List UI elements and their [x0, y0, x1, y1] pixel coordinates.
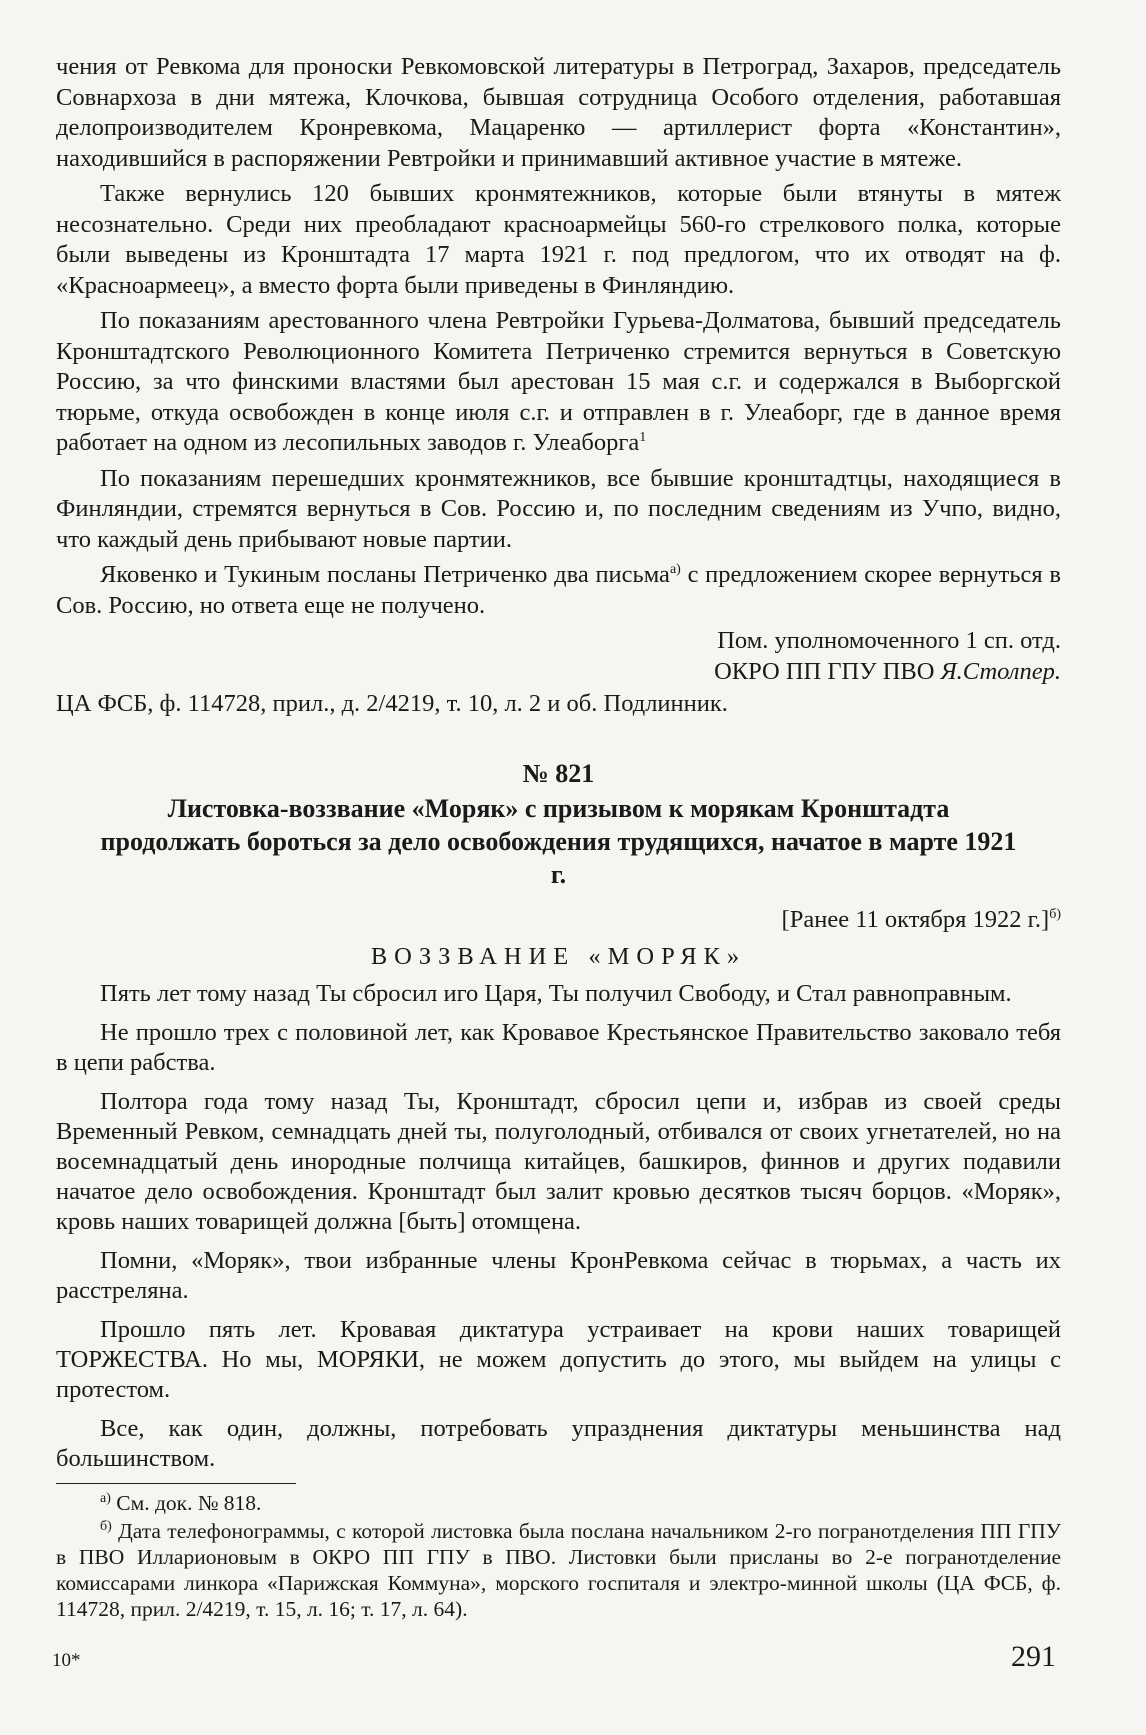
- page-number: 291: [1011, 1640, 1056, 1673]
- appeal-paragraph-5: Прошло пять лет. Кровавая диктатура устраивает на крови наших товарищей ТОРЖЕСТВА. Но мы, МОРЯКИ, не можем допустить до этого, мы выйдем на улицы с протестом.: [56, 1315, 1061, 1403]
- signature-org: ОКРО ПП ГПУ ПВО: [714, 657, 935, 685]
- appeal-paragraph-3: Полтора года тому назад Ты, Кронштадт, сбросил цепи и, избрав из своей среды Временный Ревком, семнадцать дней ты, полуголодный, отбивался от своих угнетателей, но на восемнадцатый день инородные полчища китайцев, башкиров, финнов и других подавили начатое дело освобождения. Кронштадт был залит кровью десятков тысяч борцов. «Моряк», кровь наших товарищей должна [быть] отомщена.: [56, 1087, 1061, 1235]
- footnote-a-text: См. док. № 818.: [110, 1490, 262, 1515]
- signature-block: [56, 626, 1061, 687]
- paragraph-5-text-b: с предложением скорее вернуться в Сов. Россию, но ответа еще не получено.: [56, 561, 1061, 619]
- paragraph-5-text-a: Яковенко и Тукиным посланы Петриченко два письма: [100, 561, 670, 588]
- document-date: [56, 905, 1061, 935]
- printer-signature-mark: 10*: [52, 1650, 81, 1671]
- footnote-b-text: Дата телефонограммы, с которой листовка была послана начальником 2-го погранотделения ПП ГПУ в ПВО Илларионовым в ОКРО ПП ГПУ в ПВО. Листовки были присланы во 2-е погранотделение комиссарами линкора «Парижская Коммуна», морского госпиталя и электро-минной школы (ЦА ФСБ, ф. 114728, прил. 2/4219, т. 15, л. 16; т. 17, л. 64).: [56, 1518, 1061, 1621]
- footnote-ref-b: б): [1049, 906, 1061, 922]
- paragraph-5: [56, 560, 1061, 621]
- archive-source: ЦА ФСБ, ф. 114728, прил., д. 2/4219, т. 10, л. 2 и об. Подлинник.: [56, 690, 728, 717]
- document-number: № 821: [522, 758, 595, 788]
- appeal-paragraph-1: Пять лет тому назад Ты сбросил иго Царя, Ты получил Свободу, и Стал равноправным.: [100, 979, 1012, 1007]
- footnote-b-mark: б): [100, 1518, 112, 1534]
- document-title: Листовка-воззвание «Моряк» с призывом к морякам Кронштадта продолжать бороться за дело освобождения трудящихся, начатое в марте 1921 г.: [100, 793, 1017, 889]
- signature-line-1: Пом. уполномоченного 1 сп. отд.: [717, 627, 1061, 654]
- page-body: [56, 52, 1061, 1624]
- paragraph-1: чения от Ревкома для проноски Ревкомовской литературы в Петроград, Захаров, председатель Совнархоза в дни мятежа, Клочкова, бывшая сотрудница Особого отделения, работавшая делопроизводителем Кронревкома, Мацаренко — артиллерист форта «Константин», находившийся в распоряжении Ревтройки и принимавший активное участие в мятеже.: [56, 53, 1061, 172]
- footnote-a: [56, 1490, 1061, 1516]
- signature-line-2: [56, 657, 1061, 688]
- document-date-text: [Ранее 11 октября 1922 г.]: [781, 905, 1050, 933]
- footnote-ref-1: 1: [639, 429, 647, 445]
- appeal-paragraph-6: Все, как один, должны, потребовать упразднения диктатуры меньшинства над большинством.: [56, 1414, 1061, 1472]
- signature-name: Я.Столпер.: [940, 657, 1061, 685]
- appeal-heading: ВОЗЗВАНИЕ «МОРЯК»: [370, 942, 747, 970]
- paragraph-2: Также вернулись 120 бывших кронмятежников, которые были втянуты в мятеж несознательно. Среди них преобладают красноармейцы 560-го стрелкового полка, которые были выведены из Кронштадта 17 марта 1921 г. под предлогом, что их отводят на ф. «Красноармеец», а вместо форта были приведены в Финляндию.: [56, 180, 1061, 299]
- footnote-b: [56, 1518, 1061, 1622]
- footnote-divider: [56, 1483, 296, 1484]
- paragraph-3: [56, 306, 1061, 459]
- footnote-ref-a: а): [669, 561, 681, 577]
- appeal-paragraph-4: Помни, «Моряк», твои избранные члены КронРевкома сейчас в тюрьмах, а часть их расстреляна.: [56, 1246, 1061, 1304]
- appeal-paragraph-2: Не прошло трех с половиной лет, как Кровавое Крестьянское Правительство заковало тебя в цепи рабства.: [56, 1018, 1061, 1076]
- paragraph-3-text: По показаниям арестованного члена Ревтройки Гурьева-Долматова, бывший председатель Кронштадтского Революционного Комитета Петриченко стремится вернуться в Советскую Россию, за что финскими властями был арестован 15 мая с.г. и содержался в Выборгской тюрьме, откуда освобожден в конце июля с.г. и отправлен в г. Улеаборг, где в данное время работает на одном из лесопильных заводов г. Улеаборга: [56, 307, 1061, 456]
- footnote-a-mark: а): [100, 1490, 111, 1506]
- paragraph-4: По показаниям перешедших кронмятежников, все бывшие кронштадтцы, находящиеся в Финляндии, стремятся вернуться в Сов. Россию и, по последним сведениям из Учпо, видно, что каждый день прибывают новые партии.: [56, 464, 1061, 553]
